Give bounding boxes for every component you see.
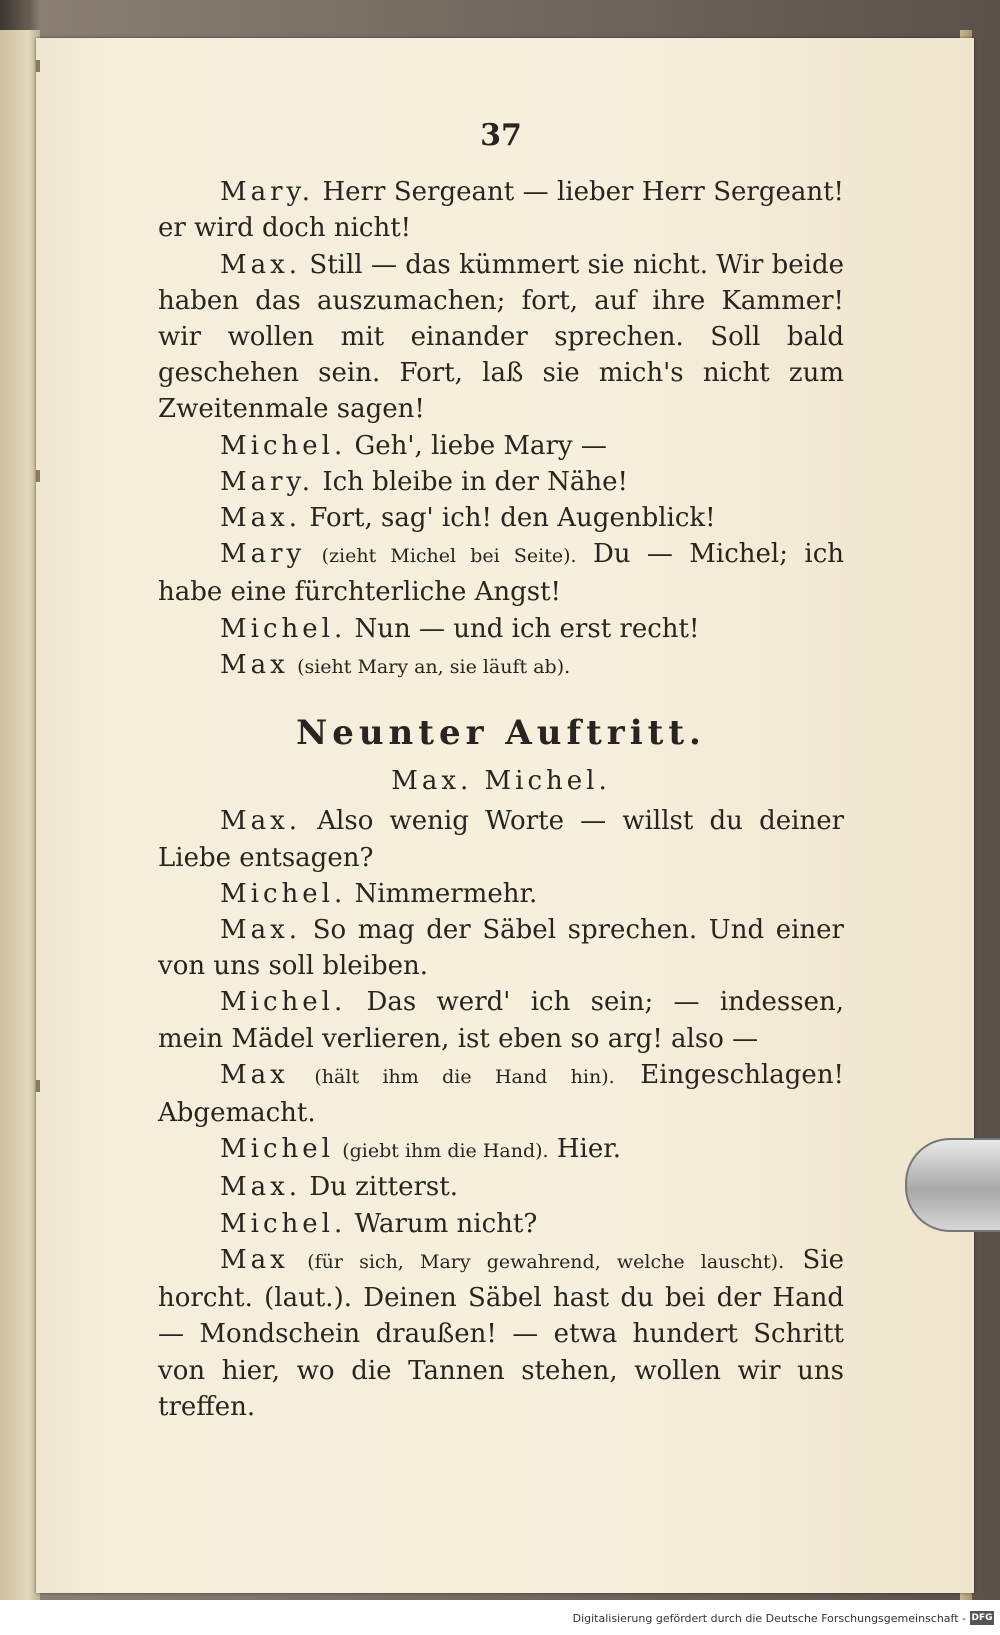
spoken-text: Geh', liebe Mary — (354, 430, 607, 461)
speaker-name: Max (220, 1244, 289, 1275)
spoken-text: Still — das kümmert sie nicht. Wir beide haben das auszumachen; fort, auf ihre Kammer! wir wollen mit einander sprechen. Soll bald geschehen sein. Fort, laß sie mich's nicht zum Zweitenmale sagen! (158, 249, 845, 425)
footer-bar (0, 1600, 1000, 1635)
dialogue-line (158, 876, 844, 912)
spoken-text: Ich bleibe in der Nähe! (322, 466, 629, 497)
dialogue-line (158, 428, 844, 464)
spoken-text: Hier. (556, 1134, 622, 1165)
spoken-text: Du zitterst. (309, 1172, 458, 1203)
speaker-name: Max (220, 649, 289, 680)
scene-cast: Max. Michel. (391, 766, 611, 797)
page-number: 37 (480, 118, 522, 153)
speaker-name: Michel. (220, 613, 347, 644)
speaker-name: Max. (220, 1172, 302, 1203)
spoken-text: Nimmermehr. (354, 878, 538, 909)
spoken-text: Also wenig Worte — willst du deiner Liebe entsagen? (158, 806, 845, 873)
dialogue-line (158, 174, 844, 246)
binding-stitch (36, 60, 40, 72)
spoken-text: Fort, sag' ich! den Augenblick! (309, 503, 716, 534)
spoken-text: Du — Michel; ich habe eine fürchterliche Angst! (158, 539, 844, 608)
speaker-name: Max (220, 1059, 289, 1090)
spoken-text: Sie horcht. (laut.). Deinen Säbel hast du bei der Hand — Mondschein draußen! — etwa hundert Schritt von hier, wo die Tannen stehen, wollen wir uns treffen. (158, 1244, 845, 1422)
speaker-name: Michel (220, 1134, 334, 1165)
stage-direction: (zieht Michel bei Seite). (321, 545, 577, 568)
binding-stitch (36, 1080, 40, 1092)
dialogue-line (158, 500, 844, 536)
speaker-name: Max. (220, 915, 302, 946)
page-text (158, 118, 844, 1425)
speaker-name: Michel. (220, 430, 347, 461)
footer-credit: Digitalisierung gefördert durch die Deutsche Forschungsgemeinschaft - (572, 1612, 966, 1625)
spoken-text: Eingeschlagen! Abgemacht. (158, 1059, 845, 1129)
speaker-name: Michel. (220, 987, 347, 1018)
dialogue-line (158, 536, 844, 610)
dialogue-block (158, 174, 844, 685)
stage-direction: (für sich, Mary gewahrend, welche lauscht). (307, 1250, 785, 1273)
speaker-name: Michel. (220, 878, 347, 909)
dialogue-line (158, 647, 844, 685)
spoken-text: So mag der Säbel sprechen. Und einer von uns soll bleiben. (158, 915, 844, 982)
speaker-name: Max. (220, 249, 302, 280)
dialogue-line (158, 803, 844, 875)
stage-direction: (hält ihm die Hand hin). (314, 1065, 615, 1088)
dialogue-line (158, 247, 844, 428)
speaker-name: Max. (220, 806, 302, 837)
dialogue-line (158, 984, 844, 1056)
spoken-text: Herr Sergeant — lieber Herr Sergeant! er wird doch nicht! (158, 177, 845, 244)
speaker-name: Mary. (220, 177, 315, 208)
dialogue-line (158, 611, 844, 647)
stage-direction: (sieht Mary an, sie läuft ab). (297, 655, 571, 678)
speaker-name: Max. (220, 503, 302, 534)
dialogue-line (158, 464, 844, 500)
speaker-name: Mary. (220, 466, 315, 497)
speaker-name: Mary (220, 539, 306, 570)
spoken-text: Warum nicht? (354, 1208, 538, 1239)
speaker-name: Michel. (220, 1208, 347, 1239)
dialogue-line (158, 1242, 844, 1425)
dfg-logo-icon: DFG (971, 1613, 993, 1623)
dialogue-line (158, 1169, 844, 1205)
spoken-text: Das werd' ich sein; — indessen, mein Mädel verlieren, ist eben so arg! also — (158, 987, 845, 1054)
scene-dialogue-block (158, 803, 844, 1424)
previous-page-edge (0, 30, 40, 1600)
stage-direction: (giebt ihm die Hand). (342, 1140, 549, 1163)
scanner-page-clip (905, 1138, 1000, 1232)
dialogue-line (158, 912, 844, 984)
dialogue-line (158, 1057, 844, 1131)
dialogue-line (158, 1131, 844, 1169)
binding-stitch (36, 470, 40, 482)
scene-heading: Neunter Auftritt. (296, 713, 706, 754)
spoken-text: Nun — und ich erst recht! (354, 613, 700, 644)
dialogue-line (158, 1206, 844, 1242)
